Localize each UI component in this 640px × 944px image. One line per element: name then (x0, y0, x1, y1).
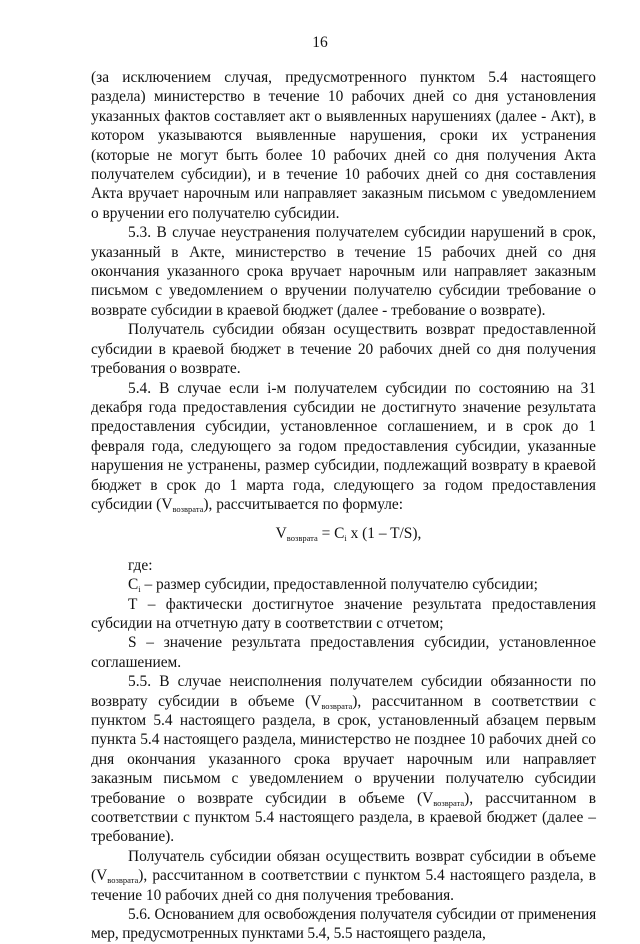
v-symbol: V (161, 495, 173, 513)
paragraph-5-5-part-c: ), рассчитанном в соответствии с пунктом 5.4 настоящего раздела, в краевой бюджет (далее – требование). (91, 789, 596, 846)
paragraph-act-violations: (за исключением случая, предусмотренного пунктом 5.4 настоящего раздела) министерство в течение 10 рабочих дней со дня установления указанных фактов составляет акт о выявленных нарушениях (далее - Акт), в котором указываются выявленные нарушения, сроки их устранения (которые не могут быть более 10 рабочих дней со дня получения Акта получателем субсидии), и в течение 10 рабочих дней со дня составления Акта вручает нарочным или направляет заказным письмом с уведомлением о вручении его получателю субсидии. (91, 69, 596, 222)
paragraph-5-5-part-b: ), рассчитанном в соответствии с пунктом 5.4 настоящего раздела, в срок, установленный абзацем первым пункта 5.4 настоящего раздела, министерство не позднее 10 рабочих дней со дня окончания указанного срока вручает нарочным или направляет заказным письмом с уведомлением о вручении получателю субсидии требование о возврате субсидии в объеме (V (91, 692, 596, 807)
paragraph-return-obligation: Получатель субсидии обязан осуществить возврат предоставленной субсидии в краевой бюджет в течение 20 рабочих дней со дня получения требования о возврате. (91, 321, 596, 378)
paragraph-5-4-end: ), рассчитывается по формуле: (203, 495, 404, 513)
paragraph-return-requirement (91, 847, 596, 905)
paragraph-5-5-subscript-1: возврата (321, 700, 353, 711)
ci-symbol: C (128, 576, 139, 594)
formula-expression: x (1 – T/S), (346, 525, 422, 543)
definition-ci (91, 575, 596, 594)
definition-t: Т – фактически достигнутое значение результата предоставления субсидии на отчетную дату в соответствии с отчетом; (91, 595, 596, 632)
formula-v-subscript: возврата (286, 533, 318, 544)
paragraph-5-4-text: 5.4. В случае если i-м получателем субсидии по состоянию на 31 декабря года предоставления субсидии не достигнуто значение результата предоставления субсидии, установленное соглашением, и в срок до 1 февраля года, следующего за годом предоставления субсидии, указанные нарушения не устранены, размер субсидии, подлежащий возврату в краевой бюджет в срок до 1 марта года, следующего за годом предоставления субсидии (91, 379, 596, 513)
paragraph-5-5-subscript-2: возврата (433, 797, 465, 808)
v-subscript: возврата (172, 503, 204, 514)
paragraph-return-part-b: ), рассчитанном в соответствии с пунктом 5.4 настоящего раздела, в течение 10 рабочих дней со дня получения требования. (91, 867, 596, 904)
formula (91, 524, 596, 543)
where-label: где: (128, 556, 153, 574)
formula-equals-c: = C (317, 525, 345, 543)
formula-c-subscript: i (344, 533, 347, 544)
paragraph-5-5 (91, 672, 596, 847)
ci-definition: – размер субсидии, предоставленной получателю субсидии; (140, 576, 538, 594)
paragraph-5-4: 5.4. В случае если i-м получателем субсидии по состоянию на 31 декабря года предоставления субсидии не достигнуто значение результата предоставления субсидии, установленное соглашением, и в срок до 1 февраля года, следующего за годом предоставления субсидии, указанные нарушения не устранены, размер субсидии, подлежащий возврату в краевой бюджет в срок до 1 марта года, следующего за годом предоставления субсидии $(V_{возврата})$, рассчитывается по формуле: (91, 379, 596, 514)
page-number: 16 (312, 34, 328, 51)
paragraph-5-3: 5.3. В случае неустранения получателем субсидии нарушений в срок, указанный в Акте, министерство в течение 15 рабочих дней со дня окончания указанного срока вручает нарочным или направляет заказным письмом с уведомлением о вручении получателю субсидии требование о возврате субсидии в краевой бюджет (далее - требование о возврате). (91, 224, 596, 319)
document-body (91, 68, 596, 944)
paragraph-return-subscript: возврата (107, 875, 139, 886)
paragraph-5-5-part-a: 5.5. В случае неисполнения получателем субсидии обязанности по возврату субсидии в объеме (V (91, 673, 596, 710)
definition-s: S – значение результата предоставления субсидии, установленное соглашением. (91, 634, 596, 671)
paragraph-5-6: 5.6. Основанием для освобождения получателя субсидии от применения мер, предусмотренных пунктами 5.4, 5.5 настоящего раздела, (91, 906, 596, 943)
ci-subscript: i (138, 584, 141, 595)
formula-v: V (275, 525, 287, 543)
paragraph-return-part-a: Получатель субсидии обязан осуществить возврат субсидии в объеме (V (91, 847, 596, 885)
